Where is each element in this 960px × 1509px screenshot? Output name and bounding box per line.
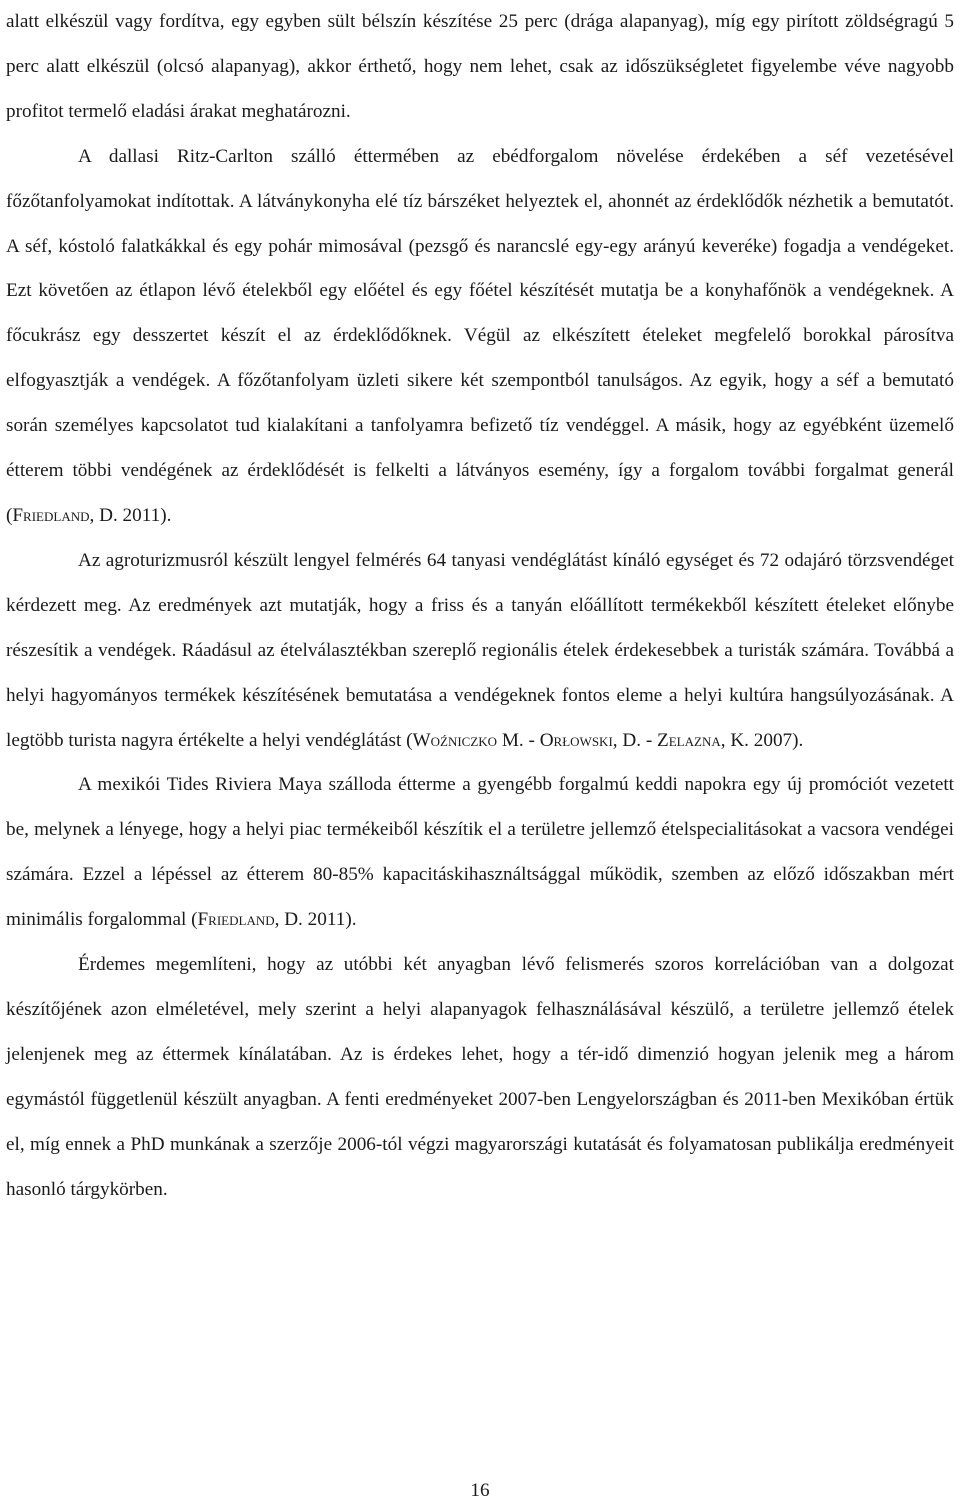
paragraph-text: , D. 2011).: [274, 909, 357, 931]
citation-author: Orłowski: [539, 729, 613, 751]
document-body: [6, 0, 954, 1212]
paragraph-text: alatt elkészül vagy fordítva, egy egyben sült bélszín készítése 25 perc (drága alapanyag), míg egy pirított zöldségragú 5 perc alatt elkészül (olcsó alapanyag), akkor érthető, hogy nem lehet, csak az időszükségletet figyelembe véve nagyobb profitot termelő eladási árakat meghatározni.: [6, 11, 954, 122]
citation-author: Zelazna: [657, 729, 721, 751]
paragraph-text: M. -: [497, 729, 540, 751]
paragraph-text: A dallasi Ritz-Carlton szálló éttermében az ebédforgalom növelése érdekében a séf vezetésével főzőtanfolyamokat indítottak. A látványkonyha elé tíz bárszéket helyeztek el, ahonnét az érdeklődők nézhetik a bemutatót. A séf, kóstoló falatkákkal és egy pohár mimosával (pezsgő és narancslé egy-egy arányú keveréke) fogadja a vendégeket. Ezt követően az étlapon lévő ételekből egy előétel és egy főétel készítését mutatja be a konyhafőnök a vendégeknek. A főcukrász egy desszertet készít el az érdeklődőknek. Végül az elkészített ételeket megfelelő borokkal párosítva elfogyasztják a vendégek. A főzőtanfolyam üzleti sikere két szempontból tanulságos. Az egyik, hogy a séf a bemutató során személyes kapcsolatot tud kialakítani a tanfolyamra befizető tíz vendéggel. A másik, hogy az egyébként üzemelő étterem többi vendégének az érdeklődését is felkelti a látványos esemény, így a forgalom további forgalmat generál (: [6, 145, 954, 526]
paragraph-1: [6, 0, 954, 135]
paragraph-3: [6, 539, 954, 764]
citation-author: Friedland: [197, 909, 275, 931]
page-number: 16: [470, 1480, 490, 1501]
paragraph-text: , K. 2007).: [720, 729, 804, 751]
paragraph-text: A mexikói Tides Riviera Maya szálloda étterme a gyengébb forgalmú keddi napokra egy új promóciót vezetett be, melynek a lényege, hogy a helyi piac termékeiből készítik el a területre jellemző ételspecialitásokat a vacsora vendégei számára. Ezzel a lépéssel az étterem 80-85% kapacitáskihasználtsággal működik, szemben az előző időszakban mért minimális forgalommal (: [6, 774, 954, 931]
paragraph-text: Érdemes megemlíteni, hogy az utóbbi két anyagban lévő felismerés szoros korrelációban van a dolgozat készítőjének azon elméletével, mely szerint a helyi alapanyagok felhasználásával készülő, a területre jellemző ételek jelenjenek meg az éttermek kínálatában. Az is érdekes lehet, hogy a tér-idő dimenzió hogyan jelenik meg a három egymástól függetlenül készült anyagban. A fenti eredményeket 2007-ben Lengyelországban és 2011-ben Mexikóban értük el, míg ennek a PhD munkának a szerzője 2006-tól végzi magyarországi kutatását és folyamatosan publikálja eredményeit hasonló tárgykörben.: [6, 954, 954, 1200]
paragraph-5: [6, 943, 954, 1212]
citation-author: Woźniczko: [412, 729, 498, 751]
paragraph-4: [6, 763, 954, 943]
paragraph-2: [6, 135, 954, 539]
paragraph-text: , D. -: [612, 729, 658, 751]
paragraph-text: Az agroturizmusról készült lengyel felmérés 64 tanyasi vendéglátást kínáló egységet és 72 odajáró törzsvendéget kérdezett meg. Az eredmények azt mutatják, hogy a friss és a tanyán előállított termékekből készített ételeket előnybe részesítik a vendégek. Ráadásul az ételválasztékban szereplő regionális ételek érdekesebbek a turisták számára. Továbbá a helyi hagyományos termékek készítésének bemutatása a vendégeknek fontos eleme a helyi kultúra hangsúlyozásának. A legtöbb turista nagyra értékelte a helyi vendéglátást (: [6, 549, 954, 751]
citation-author: Friedland: [12, 504, 90, 526]
paragraph-text: , D. 2011).: [89, 504, 172, 526]
